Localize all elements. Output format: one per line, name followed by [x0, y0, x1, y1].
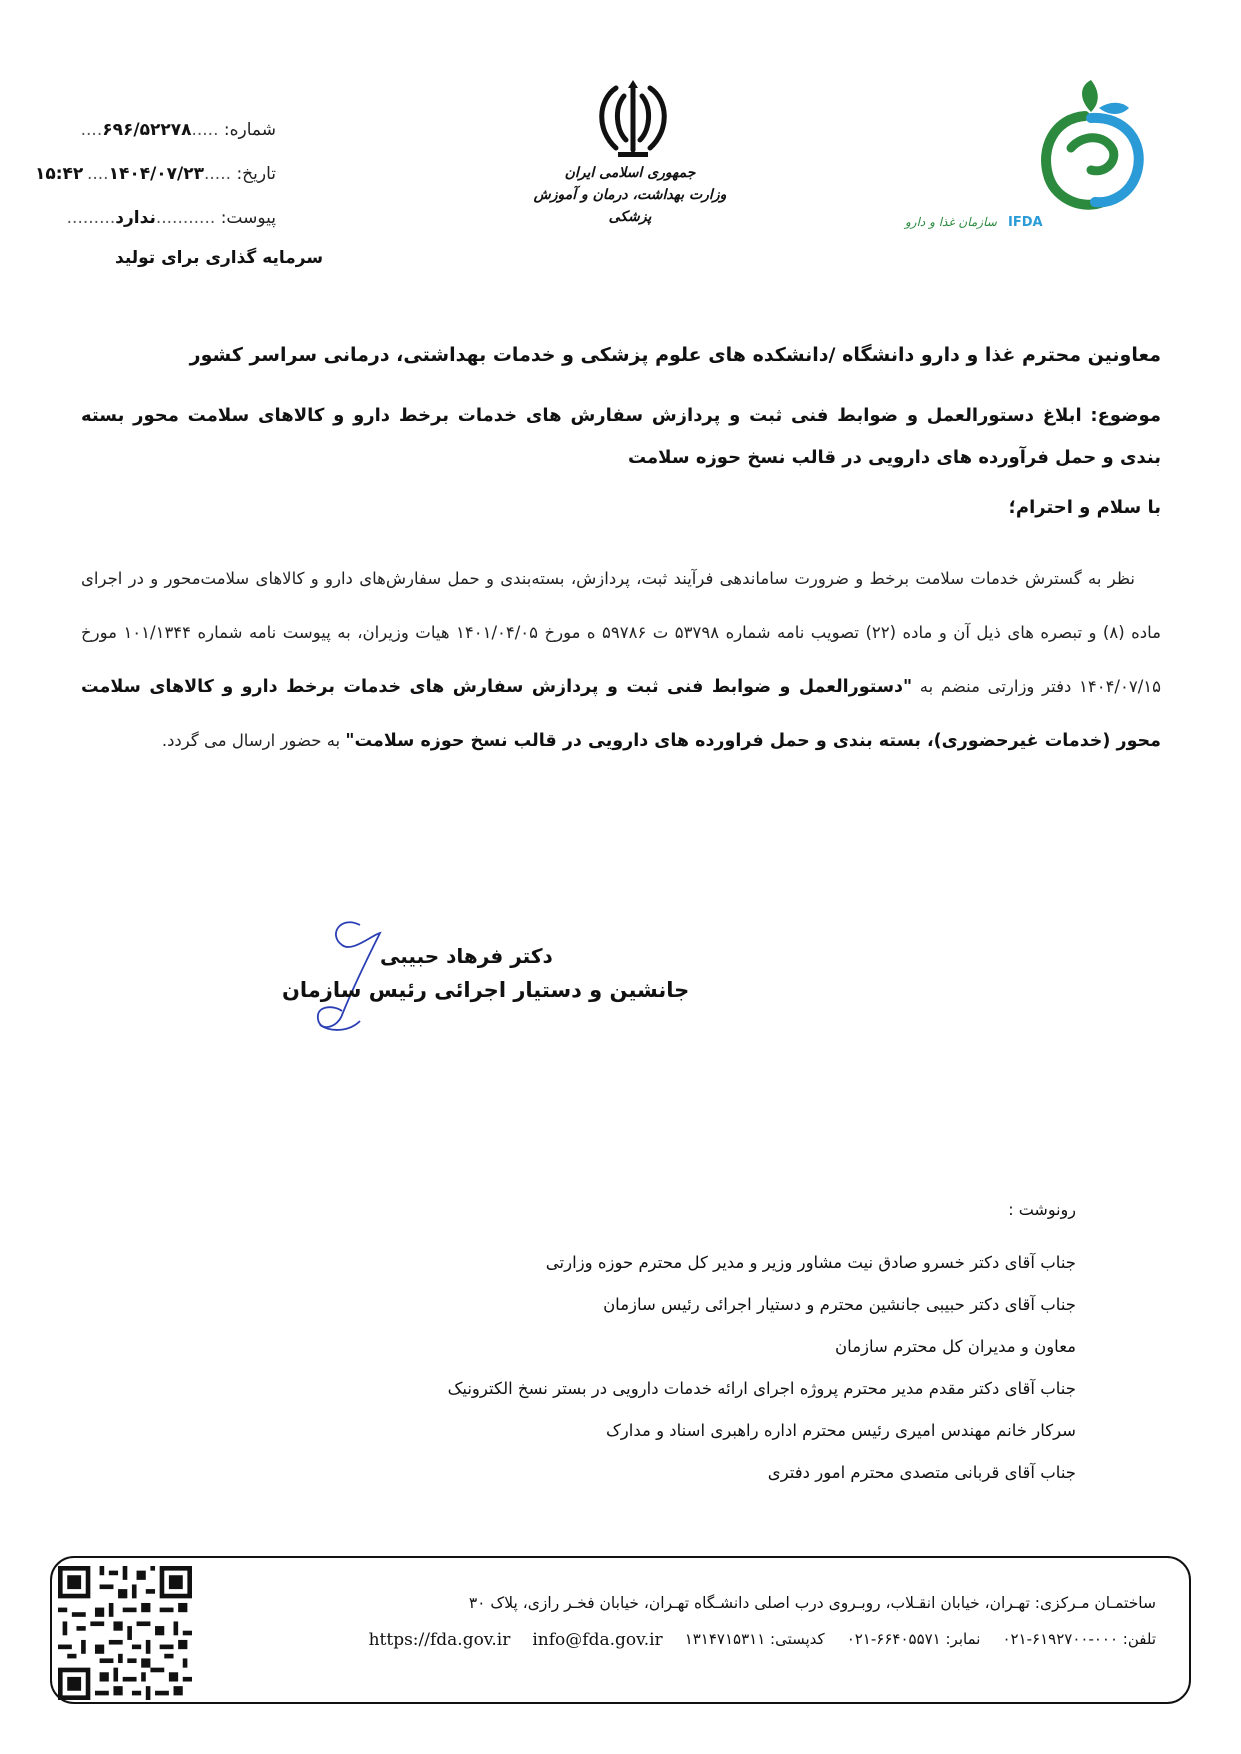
ifda-logo-latin: IFDA — [1008, 215, 1043, 230]
cc-item: معاون و مدیران کل محترم سازمان — [835, 1337, 1076, 1356]
signer-title: جانشین و دستیار اجرائی رئیس سازمان — [282, 978, 690, 1002]
body-text-part2: به حضور ارسال می گردد. — [161, 731, 346, 750]
letter-date: تاریخ: .....۱۴۰۴/۰۷/۲۳.... — [86, 164, 276, 184]
iran-emblem-icon — [588, 78, 678, 162]
letter-date-label: تاریخ: — [236, 164, 276, 184]
letter-attachment-label: پیوست: — [220, 208, 276, 228]
signer-name: دکتر فرهاد حبیبی — [380, 944, 553, 968]
footer-contacts — [369, 1630, 1156, 1650]
letter-number: شماره: .....۶۹۶/۵۲۲۷۸.... — [80, 120, 276, 140]
greeting: با سلام و احترام؛ — [1008, 497, 1161, 518]
qr-code-icon — [58, 1566, 192, 1700]
body-text-part1: نظر به گسترش خدمات سلامت برخط و ضرورت ساماندهی فرآیند ثبت، پردازش، بسته‌بندی و حمل سفارش‌های دارو و کالاهای سلامت‌محور و در اجرای ماده (۸) و تبصره های ذیل آن و ماده (۲۲) تصویب نامه شماره ۵۳۷۹۸ ت ۵۹۷۸۶ ه مورخ ۱۴۰۱/۰۴/۰۵ هیات وزیران، به پیوست نامه شماره ۱۰۱/۱۳۴۴ مورخ ۱۴۰۴/۰۷/۱۵ دفتر وزارتی منضم به — [81, 569, 1162, 696]
addressee: معاونین محترم غذا و دارو دانشگاه /دانشکده های علوم پزشکی و خدمات بهداشتی، درمانی سراسر کشور — [189, 344, 1161, 366]
body-paragraph — [81, 552, 1161, 768]
cc-item: سرکار خانم مهندس امیری رئیس محترم اداره راهبری اسناد و مدارک — [606, 1421, 1076, 1440]
cc-list — [448, 1242, 1076, 1494]
cc-title: رونوشت : — [1008, 1200, 1076, 1219]
cc-item: جناب آقای دکتر مقدم مدیر محترم پروژه اجرای ارائه خدمات دارویی در بستر نسخ الکترونیک — [447, 1379, 1076, 1398]
ministry-name — [530, 162, 730, 228]
ministry-line-1: جمهوری اسلامی ایران — [564, 165, 696, 181]
handwritten-signature — [280, 905, 410, 1045]
subject: موضوع: ابلاغ دستورالعمل و ضوابط فنی ثبت و پردازش سفارش های خدمات برخط دارو و کالاهای سلامت محور بسته بندی و حمل فرآورده های دارویی در قالب نسخ حوزه سلامت — [81, 405, 1161, 468]
cc-item: جناب آقای دکتر خسرو صادق نیت مشاور وزیر و مدیر کل محترم حوزه وزارتی — [545, 1253, 1076, 1272]
letter-number-label: شماره: — [223, 120, 276, 140]
body-text-highlight: "دستورالعمل و ضوابط فنی ثبت و پردازش سفارش های خدمات برخط دارو و کالاهای سلامت محور (خدمات غیرحضوری)، بسته بندی و حمل فراورده های دارویی در قالب نسخ حوزه سلامت" — [81, 677, 1161, 751]
slogan: سرمایه گذاری برای تولید — [115, 248, 324, 268]
footer-website-link[interactable]: https://fda.gov.ir — [368, 1630, 511, 1650]
letter-attachment-value: ندارد — [115, 208, 156, 228]
ifda-logo-persian: سازمان غذا و دارو — [905, 215, 997, 229]
letter-attachment: پیوست: ...........ندارد......... — [66, 208, 276, 228]
letter-number-value: ۶۹۶/۵۲۲۷۸ — [102, 120, 192, 140]
footer-address: ساختمـان مـرکزی: تهـران، خیابان انقـلاب، روبـروی درب اصلی دانشـگاه تهـران، خیابان فخـر رازی، پلاک ۳۰ — [468, 1594, 1156, 1612]
footer-fax: نمابر: ۶۶۴۰۵۵۷۱-۰۲۱ — [846, 1630, 981, 1648]
cc-item: جناب آقای دکتر حبیبی جانشین محترم و دستیار اجرائی رئیس سازمان — [603, 1295, 1076, 1314]
footer-postal-code: کدپستی: ۱۳۱۴۷۱۵۳۱۱ — [684, 1630, 825, 1648]
footer-phone: تلفن: ۰۰۰-۶۱۹۲۷۰۰-۰۲۱ — [1002, 1630, 1156, 1648]
letter-date-value: ۱۴۰۴/۰۷/۲۳ — [108, 164, 204, 184]
cc-item: جناب آقای قربانی متصدی محترم امور دفتری — [767, 1463, 1076, 1482]
footer-email-link[interactable]: info@fda.gov.ir — [532, 1630, 663, 1650]
ministry-line-2: وزارت بهداشت، درمان و آموزش پزشکی — [533, 187, 727, 225]
ifda-logo-icon — [1025, 78, 1155, 218]
letter-time: ۱۵:۴۲ — [35, 164, 84, 184]
